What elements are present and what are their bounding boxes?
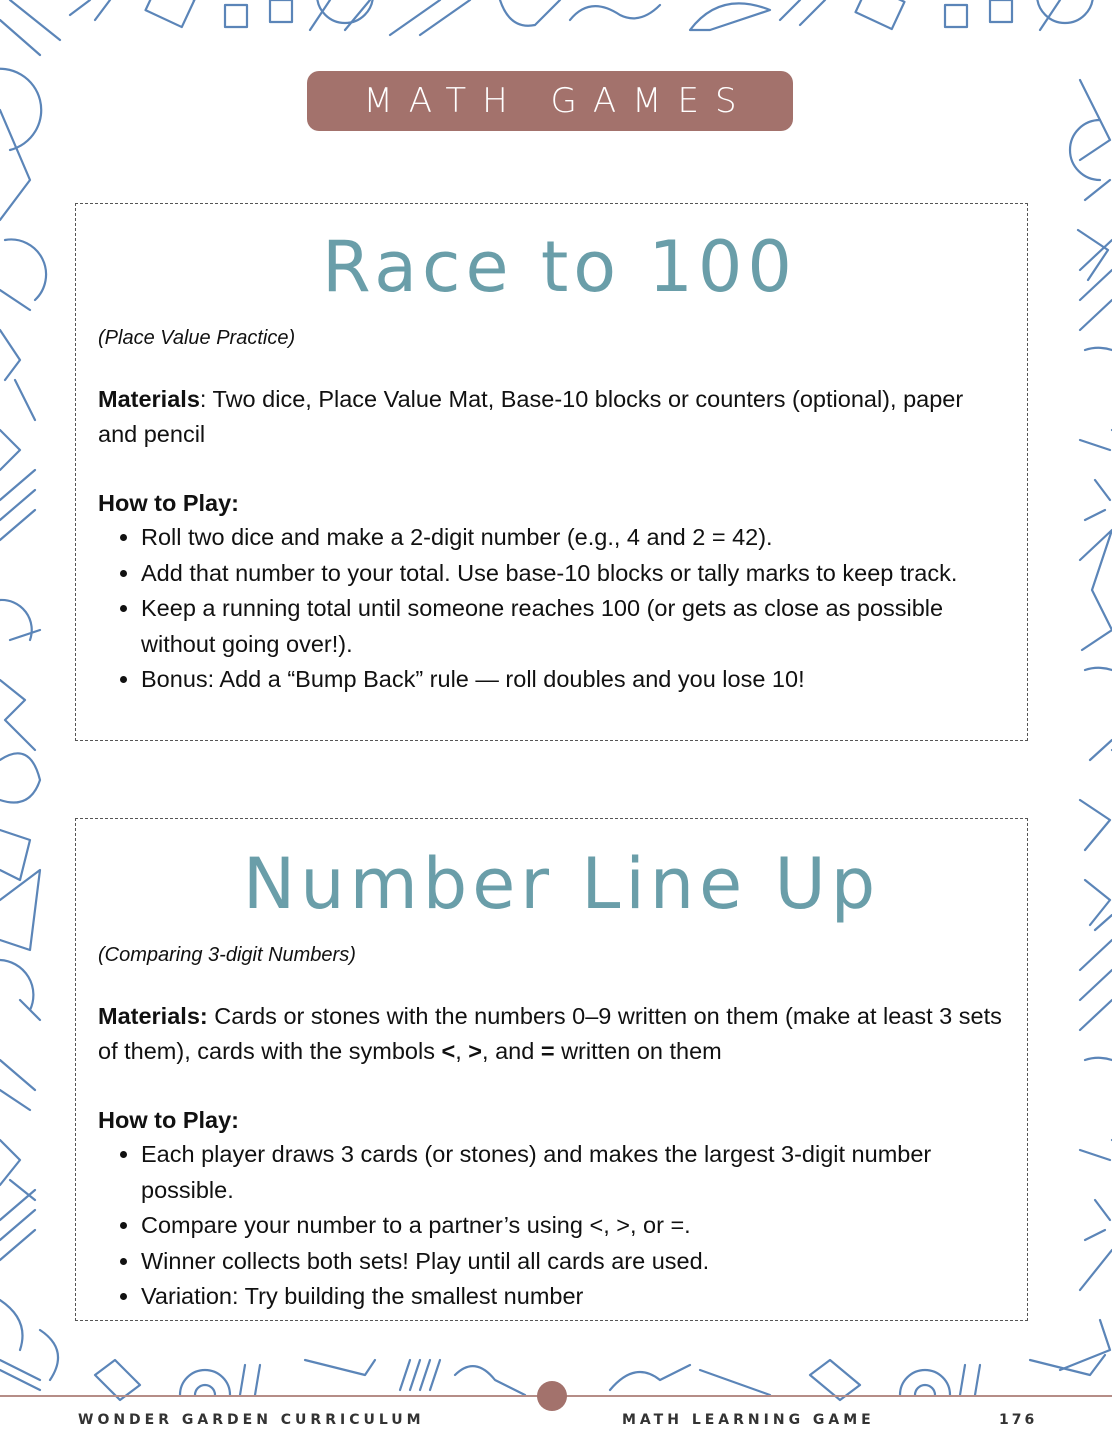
game-card-race-to-100	[75, 203, 1028, 741]
game-title: Race to 100	[322, 226, 797, 308]
game-subtitle: (Place Value Practice)	[98, 327, 296, 349]
materials-text: : Two dice, Place Value Mat, Base-10 blocks or counters (optional), paper and pencil	[98, 386, 964, 447]
header-title: MATH GAMES	[363, 81, 753, 121]
materials-text: Cards or stones with the numbers 0–9 written on them (make at least 3 sets of them), cards with the symbols	[98, 1003, 1002, 1064]
materials	[98, 999, 1003, 1069]
footer-dot	[537, 1381, 567, 1411]
rules-list	[98, 520, 1003, 698]
materials-label: Materials	[98, 386, 200, 412]
game-subtitle: (Comparing 3-digit Numbers)	[98, 944, 356, 966]
rule-item: • Roll two dice and make a 2-digit number (e.g., 4 and 2 = 42).	[141, 520, 1003, 556]
page-number: 176	[999, 1412, 1038, 1428]
symbol-greater-than: >	[468, 1038, 483, 1064]
right-doodles	[1060, 80, 1112, 1370]
rules-list	[98, 1137, 1003, 1315]
materials-separator: ,	[455, 1038, 469, 1064]
rule-item: • Bonus: Add a “Bump Back” rule — roll doubles and you lose 10!	[141, 662, 1003, 698]
top-doodles	[0, 0, 1093, 55]
rule-item: • Add that number to your total. Use base-10 blocks or tally marks to keep track.	[141, 556, 1003, 592]
symbol-less-than: <	[441, 1038, 456, 1064]
symbol-equals: =	[540, 1038, 555, 1064]
header-banner	[307, 71, 793, 131]
rule-item: • Each player draws 3 cards (or stones) and makes the largest 3-digit number possible.	[141, 1137, 1003, 1208]
rule-item: • Keep a running total until someone reaches 100 (or gets as close as possible without going over!).	[141, 591, 1003, 662]
rule-item: • Compare your number to a partner’s using <, >, or =.	[141, 1208, 1003, 1244]
rule-item: • Variation: Try building the smallest number	[141, 1279, 1003, 1315]
rule-item: • Winner collects both sets! Play until all cards are used.	[141, 1244, 1003, 1280]
materials	[98, 382, 1003, 452]
left-doodles	[0, 69, 46, 1380]
game-card-number-line-up	[75, 818, 1028, 1321]
game-title: Number Line Up	[242, 843, 881, 925]
footer-curriculum-name: WONDER GARDEN CURRICULUM	[78, 1412, 425, 1428]
how-to-play-heading: How to Play:	[98, 1107, 240, 1133]
how-to-play-heading: How to Play:	[98, 490, 240, 516]
materials-text: written on them	[554, 1038, 722, 1064]
materials-label: Materials:	[98, 1003, 208, 1029]
materials-separator: , and	[482, 1038, 541, 1064]
footer-section-name: MATH LEARNING GAME	[622, 1412, 875, 1428]
